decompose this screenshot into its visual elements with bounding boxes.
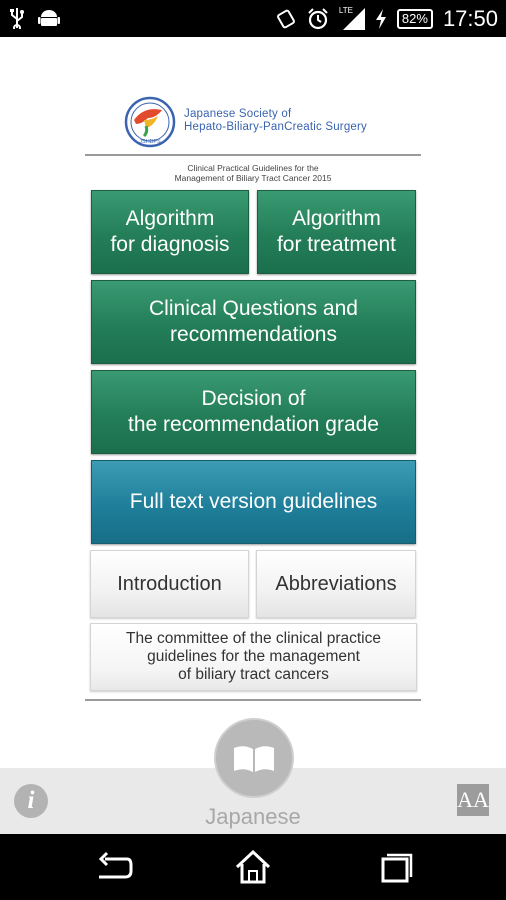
android-icon — [38, 7, 60, 29]
charging-icon — [375, 9, 387, 29]
society-name — [184, 108, 367, 134]
committee-button[interactable]: The committee of the clinical practice guidelines for the management of biliary tract cancers — [90, 623, 417, 691]
battery-icon: 82% — [397, 9, 433, 29]
navigation-bar — [0, 834, 506, 900]
recents-icon[interactable] — [375, 849, 415, 885]
decision-grade-button[interactable]: Decision of the recommendation grade — [91, 370, 416, 454]
language-toggle-button[interactable] — [214, 718, 294, 798]
society-logo — [124, 96, 176, 148]
vibrate-icon — [275, 9, 297, 29]
network-type: LTE — [338, 6, 353, 15]
footer-divider — [85, 699, 421, 701]
society-name-line1: Japanese Society of — [184, 108, 292, 120]
society-name-line2: Hepato-Biliary-PanCreatic Surgery — [184, 121, 368, 133]
abbreviations-button[interactable]: Abbreviations — [256, 550, 416, 618]
subtitle-line2: Management of Biliary Tract Cancer 2015 — [174, 173, 332, 183]
algorithm-treatment-button[interactable]: Algorithm for treatment — [257, 190, 416, 274]
clock: 17:50 — [442, 6, 498, 31]
status-bar — [0, 0, 506, 37]
book-icon — [216, 720, 292, 796]
clinical-questions-button[interactable]: Clinical Questions and recommendations — [91, 280, 416, 364]
full-text-button[interactable]: Full text version guidelines — [91, 460, 416, 544]
language-label[interactable]: Japanese — [205, 804, 301, 829]
back-icon[interactable] — [93, 849, 133, 885]
info-icon[interactable]: i — [14, 784, 48, 818]
introduction-button[interactable]: Introduction — [90, 550, 249, 618]
algorithm-diagnosis-button[interactable]: Algorithm for diagnosis — [91, 190, 249, 274]
signal-icon — [339, 8, 365, 30]
usb-icon — [10, 7, 24, 29]
logo-text: JSHBPS — [139, 139, 161, 145]
subtitle-line1: Clinical Practical Guidelines for the — [187, 163, 319, 173]
society-header — [124, 96, 424, 150]
header-divider — [85, 154, 421, 156]
alarm-icon — [307, 8, 329, 30]
font-size-label: AA — [457, 787, 489, 812]
home-icon[interactable] — [233, 849, 273, 885]
guideline-subtitle — [85, 163, 421, 183]
